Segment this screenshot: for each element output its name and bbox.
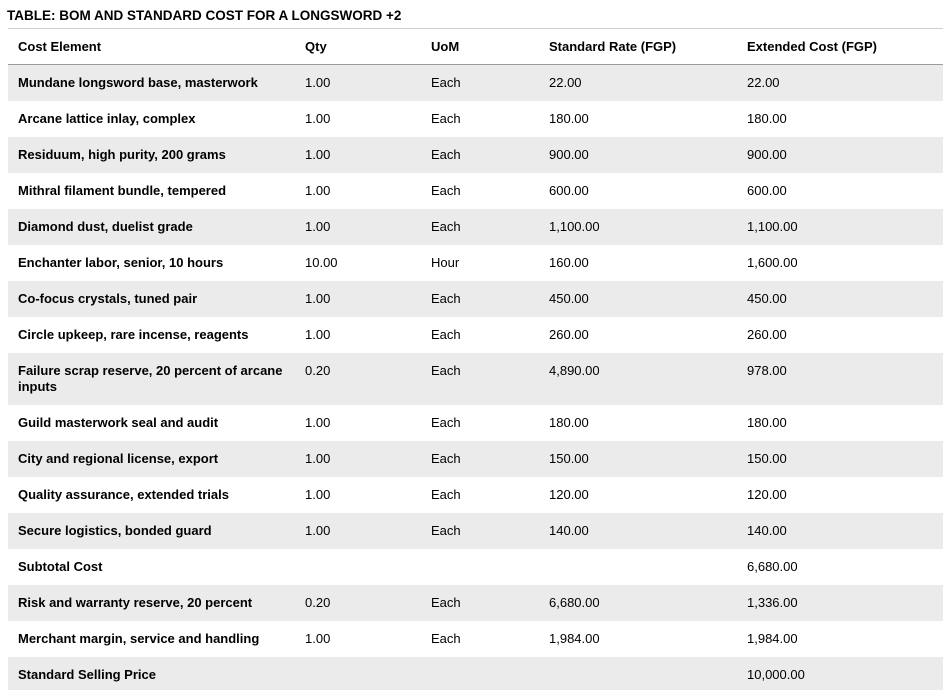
cell-extended_cost: 600.00 (747, 183, 787, 198)
cell-qty (295, 549, 421, 585)
cell-standard_rate: 600.00 (549, 183, 589, 198)
cell-uom: Each (431, 595, 461, 610)
header-row (8, 29, 943, 65)
cell-uom (421, 657, 539, 690)
cell-uom (421, 549, 539, 585)
cell-cost_element: Co-focus crystals, tuned pair (18, 291, 198, 306)
column-header-standard_rate: Standard Rate (FGP) (539, 29, 737, 65)
cell-uom: Each (431, 487, 461, 502)
cell-qty: 1.00 (305, 75, 331, 90)
cell-uom: Each (431, 111, 461, 126)
cell-extended_cost: 260.00 (747, 327, 787, 342)
cell-qty: 1.00 (305, 147, 331, 162)
cell-extended_cost: 978.00 (747, 363, 787, 378)
cell-extended_cost: 150.00 (747, 451, 787, 466)
cell-cost_element: Merchant margin, service and handling (18, 631, 260, 646)
cell-standard_rate: 180.00 (549, 111, 589, 126)
table-row (8, 513, 943, 549)
cell-standard_rate: 120.00 (549, 487, 589, 502)
table-title: TABLE: BOM AND STANDARD COST FOR A LONGSWORD +2 (7, 8, 402, 23)
cell-uom: Each (431, 363, 461, 378)
cell-extended_cost: 900.00 (747, 147, 787, 162)
cell-cost_element: Mithral filament bundle, tempered (18, 183, 227, 198)
table-body (8, 65, 943, 690)
cell-cost_element: Residuum, high purity, 200 grams (18, 147, 226, 162)
cell-standard_rate (539, 549, 737, 585)
cell-uom: Hour (431, 255, 460, 270)
table-row (8, 65, 943, 102)
cell-extended_cost: 10,000.00 (747, 667, 805, 682)
cell-extended_cost: 1,984.00 (747, 631, 798, 646)
cell-qty: 1.00 (305, 631, 331, 646)
cell-uom: Each (431, 523, 461, 538)
column-header-extended_cost: Extended Cost (FGP) (737, 29, 943, 65)
cell-qty: 0.20 (305, 595, 331, 610)
cell-extended_cost: 120.00 (747, 487, 787, 502)
cell-qty: 0.20 (305, 363, 331, 378)
cell-standard_rate: 22.00 (549, 75, 582, 90)
cell-cost_element: Secure logistics, bonded guard (18, 523, 212, 538)
cell-standard_rate: 140.00 (549, 523, 589, 538)
cell-qty: 1.00 (305, 415, 331, 430)
cell-extended_cost: 1,600.00 (747, 255, 798, 270)
cell-uom: Each (431, 451, 461, 466)
cell-uom: Each (431, 75, 461, 90)
cell-qty: 1.00 (305, 219, 331, 234)
cell-standard_rate (539, 657, 737, 690)
cell-uom: Each (431, 327, 461, 342)
table-row (8, 245, 943, 281)
table-row (8, 209, 943, 245)
cell-cost_element: Risk and warranty reserve, 20 percent (18, 595, 253, 610)
cell-qty: 1.00 (305, 451, 331, 466)
cell-extended_cost: 1,100.00 (747, 219, 798, 234)
cell-cost_element: Circle upkeep, rare incense, reagents (18, 327, 249, 342)
cell-qty: 1.00 (305, 183, 331, 198)
cell-uom: Each (431, 291, 461, 306)
cell-cost_element: Enchanter labor, senior, 10 hours (18, 255, 224, 270)
cell-cost_element: Subtotal Cost (18, 559, 103, 574)
table-row (8, 549, 943, 585)
cell-standard_rate: 160.00 (549, 255, 589, 270)
table-row (8, 101, 943, 137)
cell-cost_element: Quality assurance, extended trials (18, 487, 229, 502)
cell-extended_cost: 6,680.00 (747, 559, 798, 574)
cell-qty: 1.00 (305, 111, 331, 126)
table-row (8, 621, 943, 657)
table-row (8, 173, 943, 209)
cell-standard_rate: 260.00 (549, 327, 589, 342)
cell-qty: 10.00 (305, 255, 338, 270)
cell-standard_rate: 6,680.00 (549, 595, 600, 610)
table-row (8, 281, 943, 317)
cell-qty: 1.00 (305, 327, 331, 342)
table-row (8, 441, 943, 477)
cell-cost_element: City and regional license, export (18, 451, 219, 466)
cell-extended_cost: 450.00 (747, 291, 787, 306)
bom-cost-table (8, 28, 943, 690)
cell-uom: Each (431, 631, 461, 646)
cell-cost_element: Guild masterwork seal and audit (18, 415, 219, 430)
table-row (8, 585, 943, 621)
table-row (8, 317, 943, 353)
cell-uom: Each (431, 219, 461, 234)
cell-cost_element: Standard Selling Price (18, 667, 156, 682)
column-header-cost_element: Cost Element (8, 29, 295, 65)
table-row (8, 137, 943, 173)
cell-qty (295, 657, 421, 690)
cell-qty: 1.00 (305, 487, 331, 502)
cell-standard_rate: 4,890.00 (549, 363, 600, 378)
cell-standard_rate: 180.00 (549, 415, 589, 430)
cell-extended_cost: 180.00 (747, 415, 787, 430)
cell-qty: 1.00 (305, 523, 331, 538)
column-header-uom: UoM (421, 29, 539, 65)
cell-extended_cost: 140.00 (747, 523, 787, 538)
cell-uom: Each (431, 415, 461, 430)
cell-uom: Each (431, 183, 461, 198)
cell-cost_element: Diamond dust, duelist grade (18, 219, 193, 234)
cell-standard_rate: 450.00 (549, 291, 589, 306)
cell-uom: Each (431, 147, 461, 162)
cell-qty: 1.00 (305, 291, 331, 306)
cell-standard_rate: 1,984.00 (549, 631, 600, 646)
table-row (8, 405, 943, 441)
cell-standard_rate: 900.00 (549, 147, 589, 162)
table-row (8, 353, 943, 405)
cell-cost_element: Mundane longsword base, masterwork (18, 75, 258, 90)
cell-extended_cost: 1,336.00 (747, 595, 798, 610)
cell-extended_cost: 22.00 (747, 75, 780, 90)
cell-standard_rate: 1,100.00 (549, 219, 600, 234)
table-row (8, 657, 943, 690)
column-header-qty: Qty (295, 29, 421, 65)
cell-standard_rate: 150.00 (549, 451, 589, 466)
cell-extended_cost: 180.00 (747, 111, 787, 126)
table-row (8, 477, 943, 513)
cell-cost_element: Failure scrap reserve, 20 percent of arcane inputs (18, 363, 283, 394)
cell-cost_element: Arcane lattice inlay, complex (18, 111, 196, 126)
